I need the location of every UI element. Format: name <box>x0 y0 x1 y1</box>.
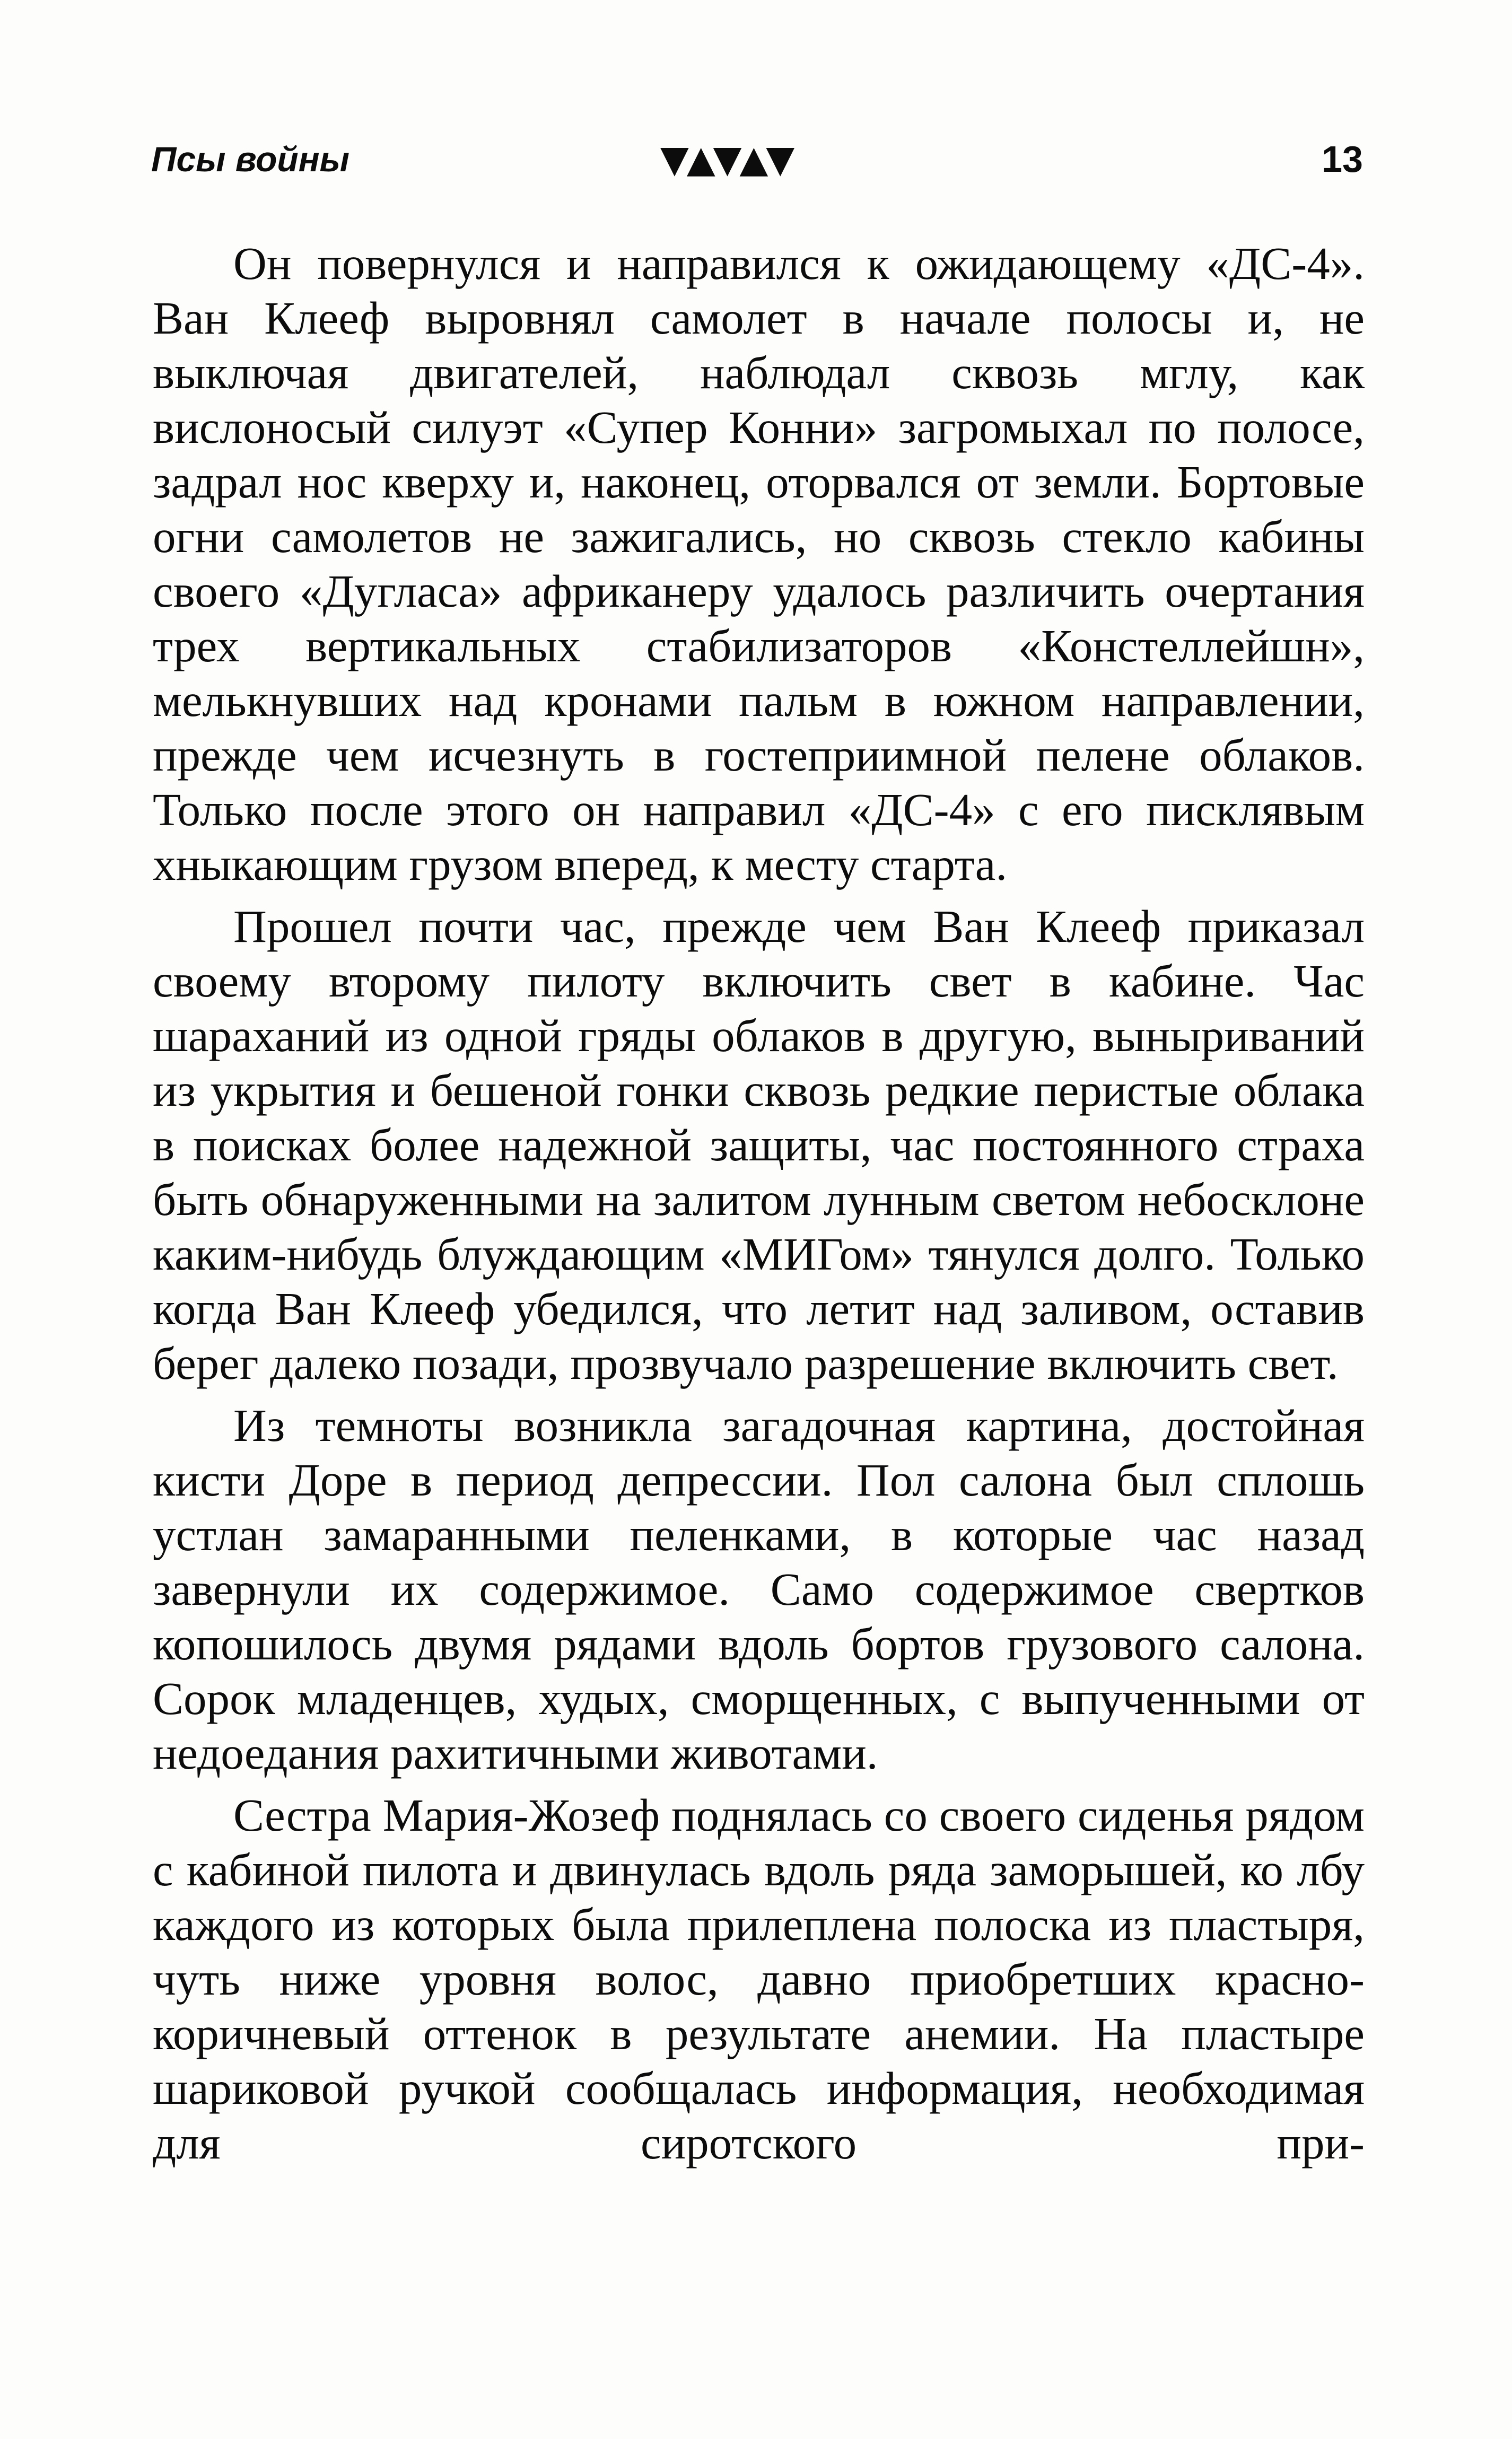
page-number: 13 <box>1322 138 1363 180</box>
paragraph-4: Сестра Мария-Жозеф поднялась со своего сиденья рядом с кабиной пилота и двинулась вдоль ряда заморышей, ко лбу каждого из которых была прилеплена полоска из пластыря, чуть ниже уровня волос, давно приобретших красно-коричневый оттенок в результате анемии. На пластыре шариковой ручкой сообщалась информация, необходимая для сиротского при- <box>153 1789 1365 2169</box>
paragraph-1: Он повернулся и направился к ожидающему «ДС-4». Ван Клееф выровнял самолет в начале полосы и, не выключая двигателей, наблюдал сквозь мглу, как вислоносый силуэт «Супер Конни» загромыхал по полосе, задрал нос кверху и, наконец, оторвался от земли. Бортовые огни самолетов не зажигались, но сквозь стекло кабины своего «Дугласа» африканеру удалось различить очертания трех вертикальных стабилизаторов «Констеллейшн», мелькнувших над кронами пальм в южном направлении, прежде чем исчезнуть в гостеприимной пелене облаков. Только после этого он направил «ДС-4» с его писклявым хныкающим грузом вперед, к месту старта. <box>153 238 1365 890</box>
triangle-ornament-icon: ▼▲▼▲▼ <box>660 137 793 181</box>
running-head <box>151 127 1363 191</box>
body-text <box>153 236 1365 2170</box>
paragraph-2: Прошел почти час, прежде чем Ван Клееф приказал своему второму пилоту включить свет в кабине. Час шараханий из одной гряды облаков в другую, выныриваний из укрытия и бешеной гонки сквозь редкие перистые облака в поисках более надежной защиты, час постоянного страха быть обнаруженными на залитом лунным светом небосклоне каким-нибудь блуждающим «МИГом» тянулся долго. Только когда Ван Клееф убедился, что летит над заливом, оставив берег далеко позади, прозвучало разрешение включить свет. <box>153 901 1365 1389</box>
running-title: Псы войны <box>151 139 349 179</box>
paragraph-3: Из темноты возникла загадочная картина, достойная кисти Доре в период депрессии. Пол салона был сплошь устлан замаранными пеленками, в которые час назад завернули их содержимое. Само содержимое свертков копошилось двумя рядами вдоль бортов грузового салона. Сорок младенцев, худых, сморщенных, с выпученными от недоедания рахитичными животами. <box>153 1400 1365 1779</box>
